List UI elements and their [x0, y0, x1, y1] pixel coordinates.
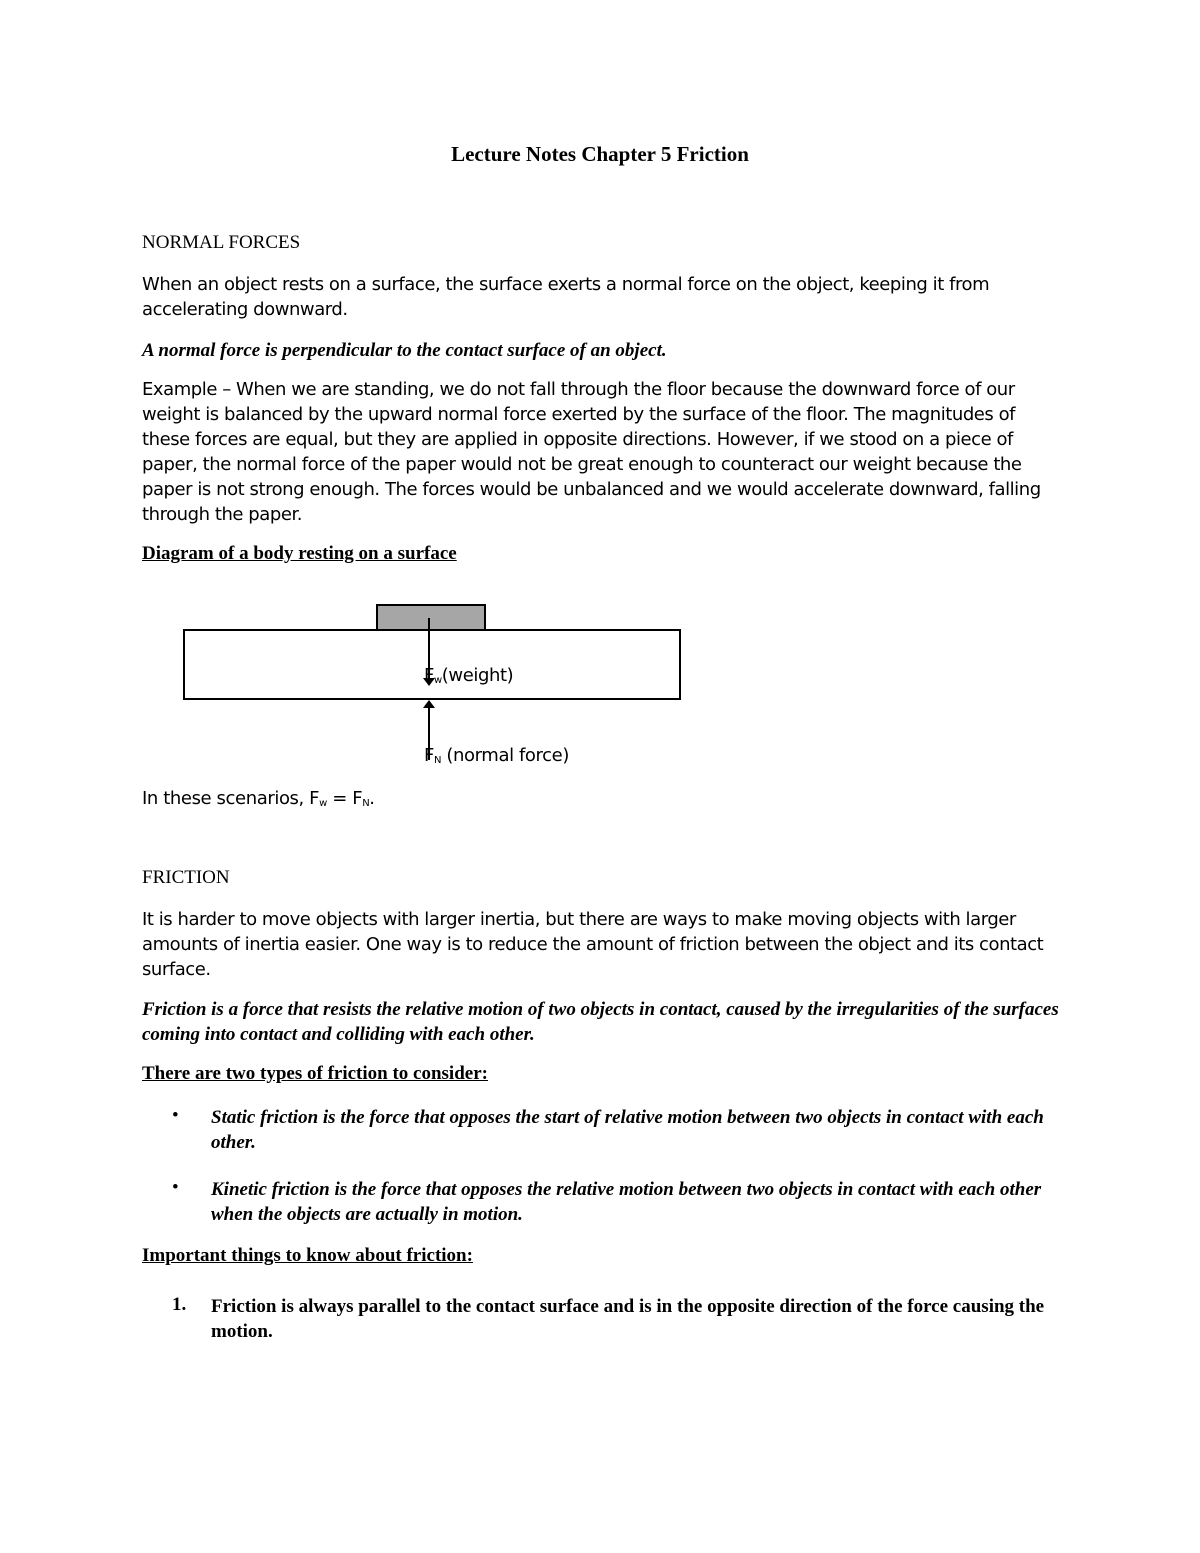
bullet-icon: •	[172, 1105, 179, 1126]
friction-intro: It is harder to move objects with larger inertia, but there are ways to make moving objects with larger amounts of inertia easier. One way is to reduce the amount of friction between the object and its contact surface.	[142, 909, 1044, 980]
list-item	[142, 1105, 1062, 1155]
friction-definition: Friction is a force that resists the relative motion of two objects in contact, caused by the irregularities of the surfaces coming into contact and colliding with each other.	[142, 999, 1059, 1045]
list-number: 1.	[172, 1294, 187, 1315]
normal-forces-heading: NORMAL FORCES	[142, 232, 301, 253]
normal-forces-intro: When an object rests on a surface, the surface exerts a normal force on the object, keeping it from accelerating downward.	[142, 274, 990, 320]
important-heading: Important things to know about friction:	[142, 1245, 473, 1266]
important-list	[142, 1294, 1062, 1366]
force-diagram	[180, 600, 700, 780]
weight-label: $F_w(weight)$	[424, 665, 514, 686]
important-item-text: Friction is always parallel to the contact surface and is in the opposite direction of the force causing the motion.	[211, 1296, 1045, 1342]
list-item	[142, 1177, 1062, 1227]
resting-block	[377, 605, 485, 630]
friction-types-heading: There are two types of friction to consider:	[142, 1063, 488, 1084]
friction-types-list	[142, 1105, 1062, 1249]
page-title: Lecture Notes Chapter 5 Friction	[451, 142, 749, 166]
kinetic-friction-text: Kinetic friction is the force that opposes the relative motion between two objects in contact with each other when the objects are actually in motion.	[211, 1179, 1042, 1225]
list-item	[142, 1294, 1062, 1344]
diagram-heading: Diagram of a body resting on a surface	[142, 543, 457, 564]
friction-heading: FRICTION	[142, 867, 230, 888]
normal-force-example: Example – When we are standing, we do not fall through the floor because the downward force of our weight is balanced by the upward normal force exerted by the surface of the floor. The magnitudes of these forces are equal, but they are applied in opposite directions. However, if we stood on a piece of paper, the normal force of the paper would not be great enough to counteract our weight because the paper is not strong enough. The forces would be unbalanced and we would accelerate downward, falling through the paper.	[142, 379, 1041, 525]
normal-force-label: $F_N$ (normal force)	[424, 745, 569, 766]
normal-force-definition: A normal force is perpendicular to the contact surface of an object.	[142, 340, 667, 361]
static-friction-text: Static friction is the force that opposes the start of relative motion between two objects in contact with each other.	[211, 1107, 1044, 1153]
bullet-icon: •	[172, 1177, 179, 1198]
scenario-equation: In these scenarios, $F_w = F_N$.	[142, 788, 375, 809]
